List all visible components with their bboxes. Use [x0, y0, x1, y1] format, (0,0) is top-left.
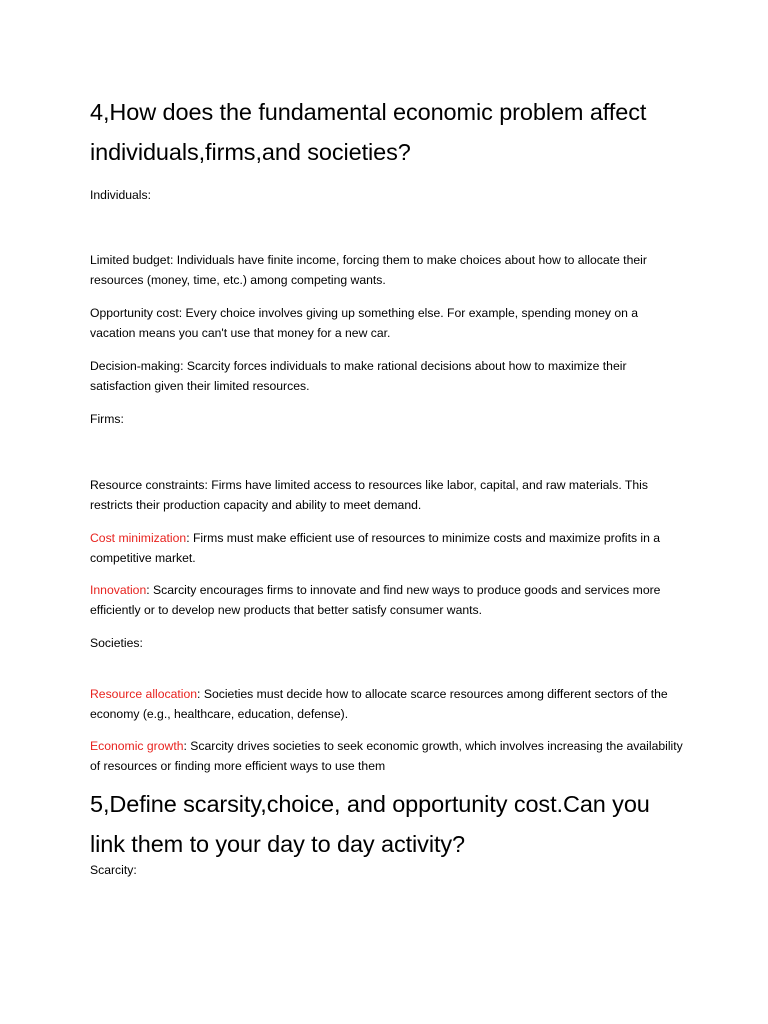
question-4-heading: 4,How does the fundamental economic problem affect individuals,firms,and societies? — [90, 99, 647, 165]
text-economic-growth: Scarcity drives societies to seek economic growth, which involves increasing the availability of resources or finding more efficient ways to use them — [90, 739, 683, 773]
individuals-label: Individuals: — [90, 188, 151, 202]
paragraph-cost-minimization: Cost minimization: Firms must make efficient use of resources to minimize costs and maximize profits in a competitive market. — [90, 531, 661, 565]
term-decision-making: Decision-making — [90, 359, 181, 373]
paragraph-innovation: Innovation: Scarcity encourages firms to innovate and find new ways to produce goods and services more efficiently or to develop new products that better satisfy consumer wants. — [90, 583, 661, 617]
term-resource-allocation: Resource allocation — [90, 687, 198, 701]
scarcity-label: Scarcity: — [90, 863, 137, 877]
term-resource-constraints: Resource constraints — [90, 478, 205, 492]
term-opportunity-cost: Opportunity cost — [90, 306, 179, 320]
paragraph-limited-budget: Limited budget: Individuals have finite income, forcing them to make choices about how to allocate their resources (money, time, etc.) among competing wants. — [90, 253, 647, 287]
term-innovation: Innovation — [90, 583, 147, 597]
term-limited-budget: Limited budget — [90, 253, 170, 267]
societies-label: Societies: — [90, 636, 143, 650]
text-cost-minimization: Firms must make efficient use of resources to minimize costs and maximize profits in a competitive market. — [90, 531, 661, 565]
paragraph-resource-allocation: Resource allocation: Societies must decide how to allocate scarce resources among different sectors of the economy (e.g., healthcare, education, defense). — [90, 687, 668, 721]
firms-label: Firms: — [90, 412, 124, 426]
paragraph-economic-growth: Economic growth: Scarcity drives societies to seek economic growth, which involves increasing the availability of resources or finding more efficient ways to use them — [90, 739, 683, 773]
paragraph-opportunity-cost: Opportunity cost: Every choice involves giving up something else. For example, spending money on a vacation means you can't use that money for a new car. — [90, 306, 639, 340]
text-decision-making: Scarcity forces individuals to make rational decisions about how to maximize their satisfaction given their limited resources. — [90, 359, 627, 393]
paragraph-resource-constraints: Resource constraints: Firms have limited access to resources like labor, capital, and raw materials. This restricts their production capacity and ability to meet demand. — [90, 478, 648, 512]
text-innovation: Scarcity encourages firms to innovate and find new ways to produce goods and services more efficiently or to develop new products that better satisfy consumer wants. — [90, 583, 661, 617]
term-cost-minimization: Cost minimization — [90, 531, 187, 545]
paragraph-decision-making: Decision-making: Scarcity forces individuals to make rational decisions about how to maximize their satisfaction given their limited resources. — [90, 359, 627, 393]
text-resource-constraints: Firms have limited access to resources like labor, capital, and raw materials. This restricts their production capacity and ability to meet demand. — [90, 478, 648, 512]
question-5-heading: 5,Define scarsity,choice, and opportunity cost.Can you link them to your day to day activity? — [90, 791, 650, 857]
term-economic-growth: Economic growth — [90, 739, 184, 753]
text-opportunity-cost: Every choice involves giving up something else. For example, spending money on a vacation means you can't use that money for a new car. — [90, 306, 639, 340]
text-limited-budget: Individuals have finite income, forcing them to make choices about how to allocate their resources (money, time, etc.) among competing wants. — [90, 253, 647, 287]
text-resource-allocation: Societies must decide how to allocate scarce resources among different sectors of the economy (e.g., healthcare, education, defense). — [90, 687, 668, 721]
